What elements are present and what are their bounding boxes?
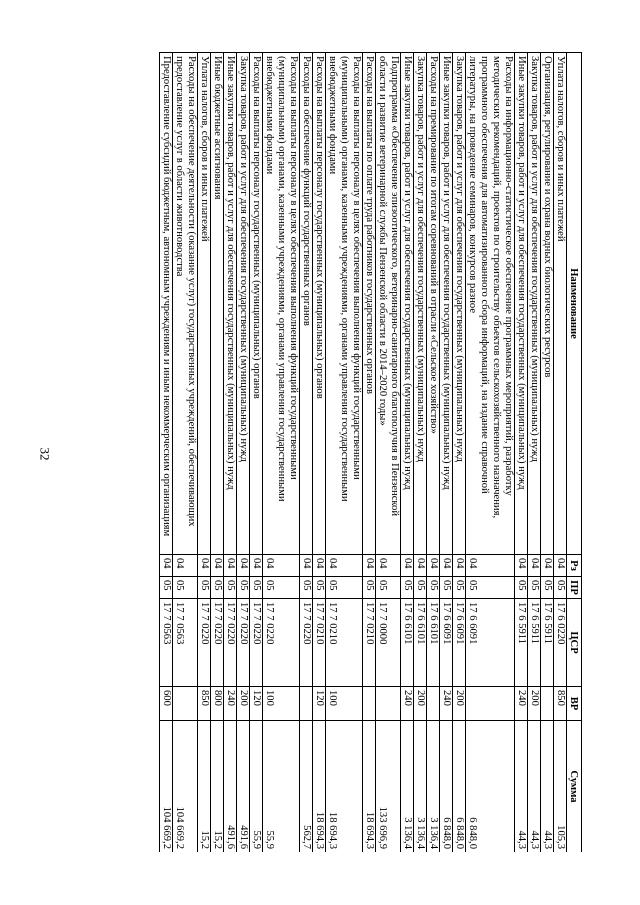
cell-csr: 17 6 6101 — [414, 599, 427, 687]
cell-rz: 04 — [541, 555, 554, 577]
cell-name: Расходы на выплаты по оплате труда работников государственных органов — [363, 53, 376, 555]
header-name: Наименование — [567, 53, 582, 555]
table-row — [173, 53, 198, 853]
cell-csr: 17 6 6101 — [427, 599, 440, 687]
cell-vr: 600 — [160, 687, 173, 721]
cell-vr: 120 — [313, 687, 326, 721]
cell-pr: 05 — [541, 577, 554, 599]
cell-pr: 05 — [528, 577, 541, 599]
cell-sum: 15,2 — [211, 721, 224, 853]
header-rz: Рз — [567, 555, 582, 577]
cell-rz: 04 — [466, 555, 515, 577]
cell-rz: 04 — [211, 555, 224, 577]
cell-csr: 17 7 0000 — [376, 599, 401, 687]
table-row — [211, 53, 224, 853]
cell-name: Уплата налогов, сборов и иных платежей — [554, 53, 567, 555]
cell-pr: 05 — [160, 577, 173, 599]
cell-name: Закупка товаров, работ и услуг для обеспечения государственных (муниципальных) нужд — [414, 53, 427, 555]
page-number: 32 — [37, 447, 53, 461]
table-row — [237, 53, 250, 853]
cell-sum: 3 136,4 — [427, 721, 440, 853]
cell-vr — [300, 687, 313, 721]
cell-vr — [173, 687, 198, 721]
cell-rz: 04 — [528, 555, 541, 577]
cell-sum: 491,6 — [224, 721, 237, 853]
cell-sum: 491,6 — [237, 721, 250, 853]
cell-name: Расходы на выплаты персоналу государственных (муниципальных) органов — [313, 53, 326, 555]
cell-sum: 3 136,4 — [401, 721, 414, 853]
cell-pr: 05 — [453, 577, 466, 599]
cell-pr: 05 — [427, 577, 440, 599]
cell-name: Закупка товаров, работ и услуг для обеспечения государственных (муниципальных) нужд — [237, 53, 250, 555]
cell-sum: 15,2 — [198, 721, 211, 853]
cell-sum: 6 848,0 — [466, 721, 515, 853]
cell-sum: 104 669,2 — [173, 721, 198, 853]
cell-csr: 17 7 0210 — [313, 599, 326, 687]
cell-csr: 17 7 0220 — [198, 599, 211, 687]
cell-vr: 200 — [453, 687, 466, 721]
table-row — [300, 53, 313, 853]
cell-csr: 17 7 0210 — [363, 599, 376, 687]
cell-name: Подпрограмма «Обеспечение эпизоотического, ветеринарно-санитарного благополучия в Пензенской области и развитие ветеринарной службы Пензенской области в 2014–2020 годы» — [376, 53, 401, 555]
table-row — [326, 53, 363, 853]
table-row — [250, 53, 263, 853]
cell-csr: 17 6 5911 — [528, 599, 541, 687]
cell-name: Расходы на премирование по итогам соревнований в отрасли «Сельское хозяйство» — [427, 53, 440, 555]
table-row — [440, 53, 453, 853]
cell-rz: 04 — [160, 555, 173, 577]
cell-pr: 05 — [466, 577, 515, 599]
cell-pr: 05 — [326, 577, 363, 599]
table-row — [427, 53, 440, 853]
cell-pr: 05 — [376, 577, 401, 599]
cell-pr: 05 — [313, 577, 326, 599]
cell-vr: 240 — [401, 687, 414, 721]
cell-csr: 17 6 5911 — [541, 599, 554, 687]
cell-vr — [466, 687, 515, 721]
cell-pr: 05 — [263, 577, 300, 599]
table-body — [160, 53, 567, 853]
cell-name: Расходы на выплаты персоналу в целях обеспечения выполнения функций государственными (муниципальными) органами, казенными учреждениями, органами управления государственными внебюджетными фондами — [263, 53, 300, 555]
cell-csr: 17 6 5911 — [515, 599, 528, 687]
cell-sum: 6 848,0 — [453, 721, 466, 853]
cell-pr: 05 — [173, 577, 198, 599]
table-row — [198, 53, 211, 853]
cell-vr: 240 — [440, 687, 453, 721]
cell-vr: 850 — [554, 687, 567, 721]
cell-rz: 04 — [224, 555, 237, 577]
cell-csr: 17 7 0210 — [326, 599, 363, 687]
table-row — [414, 53, 427, 853]
cell-vr: 240 — [515, 687, 528, 721]
cell-rz: 04 — [515, 555, 528, 577]
cell-csr: 17 6 0220 — [554, 599, 567, 687]
cell-rz: 04 — [313, 555, 326, 577]
cell-vr: 800 — [211, 687, 224, 721]
cell-vr: 200 — [528, 687, 541, 721]
cell-csr: 17 7 0220 — [237, 599, 250, 687]
cell-rz: 04 — [401, 555, 414, 577]
table-row — [453, 53, 466, 853]
cell-sum: 562,7 — [300, 721, 313, 853]
header-sum: Сумма — [567, 721, 582, 853]
table-row — [160, 53, 173, 853]
cell-csr: 17 7 0220 — [224, 599, 237, 687]
cell-rz: 04 — [363, 555, 376, 577]
cell-name: Организация, регулирование и охрана водных биологических ресурсов — [541, 53, 554, 555]
cell-sum: 55,9 — [250, 721, 263, 853]
cell-rz: 04 — [440, 555, 453, 577]
cell-rz: 04 — [453, 555, 466, 577]
table-row — [363, 53, 376, 853]
cell-vr: 240 — [224, 687, 237, 721]
cell-pr: 05 — [401, 577, 414, 599]
cell-vr: 120 — [250, 687, 263, 721]
cell-vr — [363, 687, 376, 721]
table-row — [313, 53, 326, 853]
cell-name: Иные закупки товаров, работ и услуг для обеспечения государственных (муниципальных) нужд — [401, 53, 414, 555]
cell-pr: 05 — [211, 577, 224, 599]
cell-sum: 55,9 — [263, 721, 300, 853]
cell-name: Иные закупки товаров, работ и услуг для обеспечения государственных (муниципальных) нужд — [440, 53, 453, 555]
cell-pr: 05 — [198, 577, 211, 599]
cell-name: Предоставление субсидий бюджетным, автономным учреждениям и иным некоммерческим организациям — [160, 53, 173, 555]
cell-rz: 04 — [237, 555, 250, 577]
cell-vr: 100 — [263, 687, 300, 721]
cell-rz: 04 — [250, 555, 263, 577]
cell-rz: 04 — [427, 555, 440, 577]
cell-name: Иные закупки товаров, работ и услуг для обеспечения государственных (муниципальных) нужд — [224, 53, 237, 555]
cell-vr: 200 — [237, 687, 250, 721]
table-row — [263, 53, 300, 853]
cell-pr: 05 — [363, 577, 376, 599]
cell-sum: 18 694,3 — [326, 721, 363, 853]
cell-rz: 04 — [376, 555, 401, 577]
cell-vr — [541, 687, 554, 721]
cell-vr: 100 — [326, 687, 363, 721]
table-header-row — [567, 53, 582, 853]
table-row — [528, 53, 541, 853]
cell-sum: 44,3 — [541, 721, 554, 853]
cell-csr: 17 6 6091 — [440, 599, 453, 687]
cell-rz: 04 — [326, 555, 363, 577]
cell-sum: 3 136,4 — [414, 721, 427, 853]
cell-csr: 17 7 0220 — [211, 599, 224, 687]
cell-pr: 05 — [237, 577, 250, 599]
cell-name: Уплата налогов, сборов и иных платежей — [198, 53, 211, 555]
cell-pr: 05 — [515, 577, 528, 599]
cell-rz: 04 — [173, 555, 198, 577]
cell-sum: 44,3 — [528, 721, 541, 853]
cell-sum: 104 669,2 — [160, 721, 173, 853]
cell-name: Расходы на выплаты персоналу в целях обеспечения выполнения функций государственными (муниципальными) органами, казенными учреждениями, органами управления государственными внебюджетными фондами — [326, 53, 363, 555]
cell-csr: 17 7 0220 — [263, 599, 300, 687]
cell-csr: 17 6 6091 — [453, 599, 466, 687]
cell-name: Иные бюджетные ассигнования — [211, 53, 224, 555]
cell-name: Расходы на обеспечение функций государственных органов — [300, 53, 313, 555]
cell-rz: 04 — [198, 555, 211, 577]
cell-name: Закупка товаров, работ и услуг для обеспечения государственных (муниципальных) нужд — [528, 53, 541, 555]
cell-sum: 105,3 — [554, 721, 567, 853]
table-row — [541, 53, 554, 853]
header-pr: ПР — [567, 577, 582, 599]
cell-name: Расходы на обеспечение деятельности (оказание услуг) государственных учреждений, обеспечивающих предоставление услуг в области животноводства — [173, 53, 198, 555]
cell-vr: 200 — [414, 687, 427, 721]
table-row — [401, 53, 414, 853]
cell-rz: 04 — [554, 555, 567, 577]
cell-name: Иные закупки товаров, работ и услуг для обеспечения государственных (муниципальных) нужд — [515, 53, 528, 555]
cell-rz: 04 — [263, 555, 300, 577]
table-row — [224, 53, 237, 853]
cell-rz: 04 — [300, 555, 313, 577]
cell-vr: 850 — [198, 687, 211, 721]
cell-csr: 17 7 0220 — [300, 599, 313, 687]
cell-sum: 133 696,9 — [376, 721, 401, 853]
cell-vr — [376, 687, 401, 721]
cell-pr: 05 — [414, 577, 427, 599]
cell-sum: 44,3 — [515, 721, 528, 853]
cell-csr: 17 7 0563 — [160, 599, 173, 687]
rotated-table-frame — [52, 52, 582, 852]
cell-sum: 18 694,3 — [363, 721, 376, 853]
cell-pr: 05 — [224, 577, 237, 599]
cell-csr: 17 6 6091 — [466, 599, 515, 687]
cell-pr: 05 — [250, 577, 263, 599]
cell-pr: 05 — [554, 577, 567, 599]
cell-name: Расходы на выплаты персоналу государственных (муниципальных) органов — [250, 53, 263, 555]
cell-pr: 05 — [300, 577, 313, 599]
cell-sum: 18 694,3 — [313, 721, 326, 853]
table-row — [376, 53, 401, 853]
rotated-table-container — [52, 52, 582, 852]
cell-sum: 6 848,0 — [440, 721, 453, 853]
header-csr: ЦСР — [567, 599, 582, 687]
budget-table — [159, 52, 582, 852]
cell-csr: 17 6 6101 — [401, 599, 414, 687]
cell-name: Закупка товаров, работ и услуг для обеспечения государственных (муниципальных) нужд — [453, 53, 466, 555]
header-vr: ВР — [567, 687, 582, 721]
table-row — [466, 53, 515, 853]
table-row — [515, 53, 528, 853]
cell-rz: 04 — [414, 555, 427, 577]
cell-csr: 17 7 0220 — [250, 599, 263, 687]
table-row — [554, 53, 567, 853]
cell-csr: 17 7 0563 — [173, 599, 198, 687]
cell-pr: 05 — [440, 577, 453, 599]
cell-vr — [427, 687, 440, 721]
cell-name: Расходы на информационно-статистическое обеспечение программных мероприятий, разработку методических рекомендаций, проектов по строительству объектов сельскохозяйственного назначения, программного обеспечения для автоматизированного сбора информаций, на издание справочной литературы, на проведение семинаров, конкурсов разное — [466, 53, 515, 555]
